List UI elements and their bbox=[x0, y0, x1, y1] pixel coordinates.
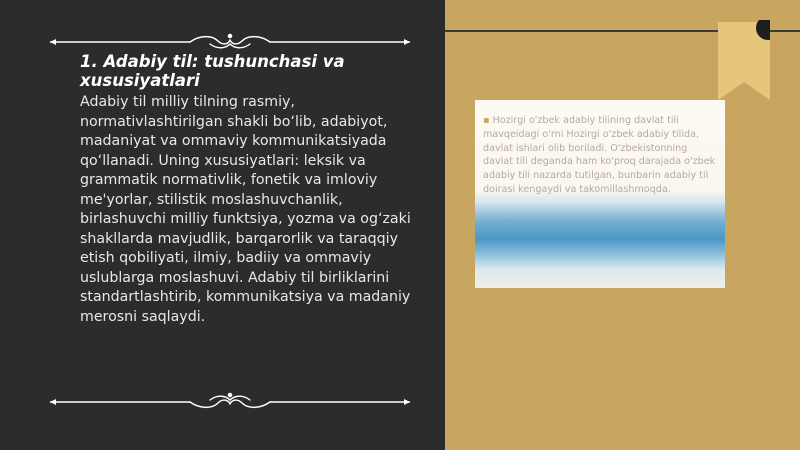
bookmark-ribbon-icon bbox=[718, 20, 770, 100]
slide-title: 1. Adabiy til: tushunchasi va xususiyatlari bbox=[80, 52, 345, 90]
bullet-icon: ▪ bbox=[483, 115, 490, 126]
flourish-divider-top bbox=[50, 32, 410, 52]
flourish-divider-bottom bbox=[50, 392, 410, 412]
image-card-paragraph: Hozirgi o'zbek adabiy tilining davlat tili mavqeidagi o'rni Hozirgi o'zbek adabiy tilida, davlat ishlari olib boriladi. O'zbekistonning davlat tili deganda ham ko'proq darajada o'zbek adabiy tili nazarda tutilgan, bunbarin adabiy til doirasi kengaydi va takomillashmoqda. bbox=[483, 115, 716, 195]
image-card-text bbox=[483, 114, 717, 197]
slide-body-text: Adabiy til milliy tilning rasmiy, normativlashtirilgan shakli bo‘lib, adabiyot, madaniyat va ommaviy kommunikatsiyada qo‘llanadi. Uning xususiyatlari: leksik va grammatik normativlik, fonetik va imloviy me'yorlar, stilistik moslashuvchanlik, birlashuvchi milliy funktsiya, yozma va og‘zaki shakllarda mavjudlik, barqarorlik va taraqqiy etish qobiliyati, ilmiy, badiiy va ommaviy uslublarga moslashuvi. Adabiy til birliklarini standartlashtirib, kommunikatsiya va madaniy merosni saqlaydi. bbox=[80, 94, 411, 325]
slide-image-card bbox=[475, 100, 725, 288]
